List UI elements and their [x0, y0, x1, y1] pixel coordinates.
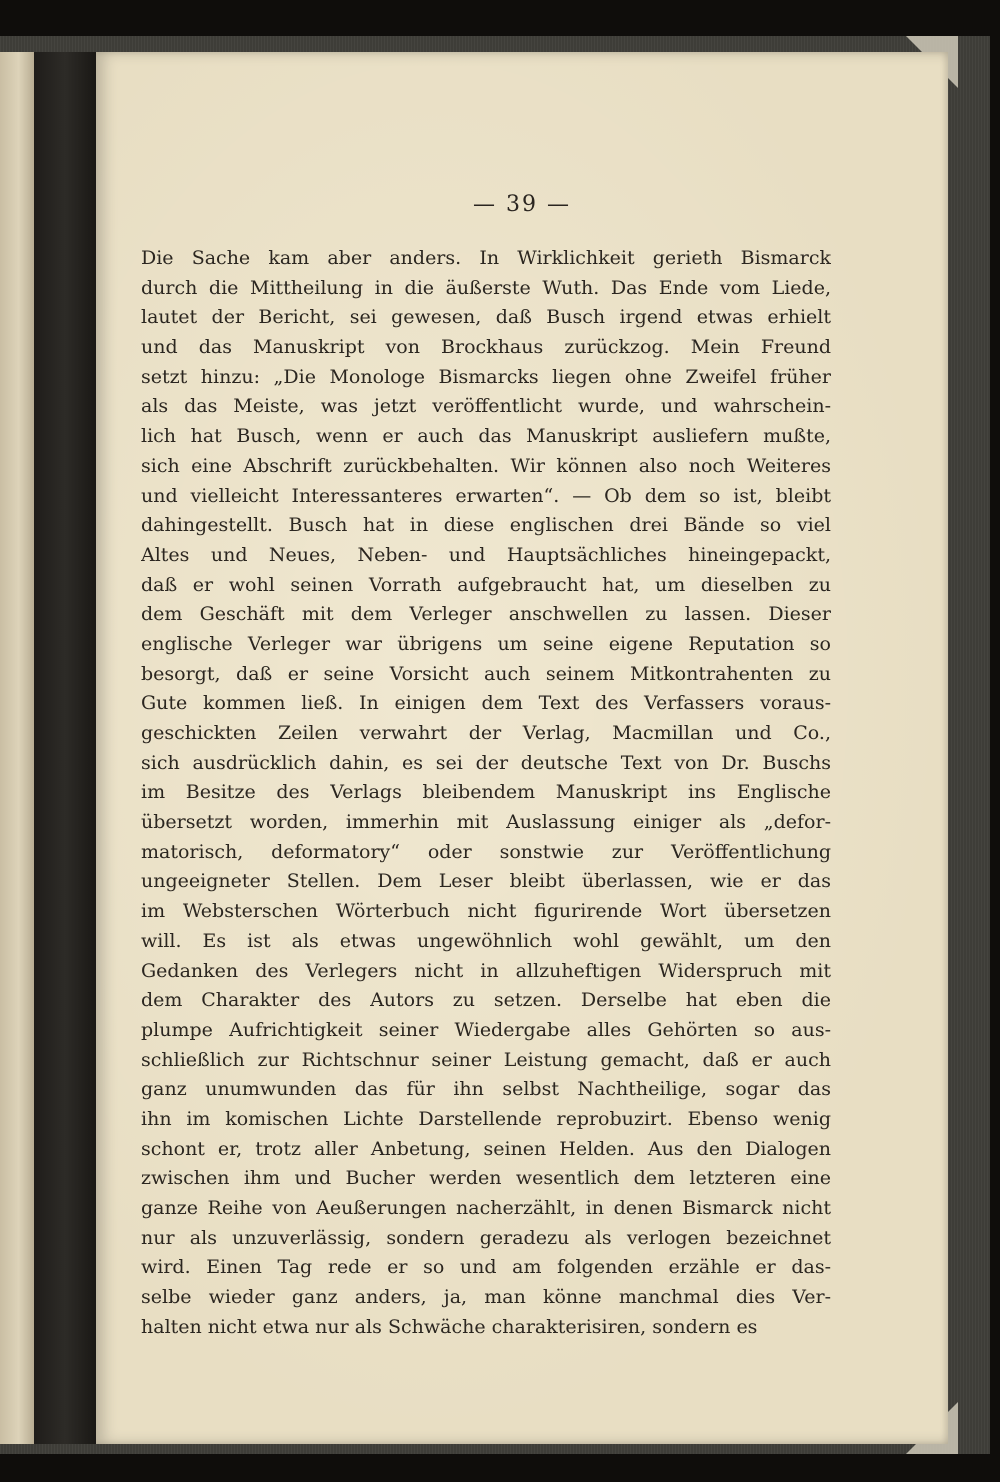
text-line: wird. Einen Tag rede er so und am folgenden erzähle er das-: [141, 1256, 831, 1279]
left-page-edge: [0, 52, 36, 1444]
text-line: schont er, trotz aller Anbetung, seinen Helden. Aus den Dialogen: [141, 1137, 831, 1160]
text-line: daß er wohl seinen Vorrath aufgebraucht hat, um dieselben zu: [141, 573, 831, 596]
text-line: ihn im komischen Lichte Darstellende reprobuzirt. Ebenso wenig: [141, 1107, 831, 1130]
page-text-body: [141, 244, 831, 1342]
text-line: als das Meiste, was jetzt veröffentlicht wurde, und wahrschein-: [141, 395, 831, 418]
text-line: durch die Mittheilung in die äußerste Wuth. Das Ende vom Liede,: [141, 276, 831, 299]
text-line: Gute kommen ließ. In einigen dem Text des Verfassers voraus-: [141, 692, 831, 715]
text-line: matorisch, deformatory“ oder sonstwie zur Veröffentlichung: [141, 840, 831, 863]
text-line: zwischen ihm und Bucher werden wesentlich dem letzteren eine: [141, 1167, 831, 1190]
text-line: ganz unumwunden das für ihn selbst Nachtheilige, sogar das: [141, 1078, 831, 1101]
text-line: Die Sache kam aber anders. In Wirklichkeit gerieth Bismarck: [141, 247, 831, 269]
text-line: lich hat Busch, wenn er auch das Manuskript ausliefern mußte,: [141, 425, 831, 448]
text-line: englische Verleger war übrigens um seine eigene Reputation so: [141, 632, 831, 655]
text-line: ungeeigneter Stellen. Dem Leser bleibt überlassen, wie er das: [141, 870, 831, 893]
text-line: nur als unzuverlässig, sondern geradezu als verlogen bezeichnet: [141, 1226, 831, 1249]
text-line: lautet der Bericht, sei gewesen, daß Busch irgend etwas erhielt: [141, 306, 831, 329]
text-line: setzt hinzu: „Die Monologe Bismarcks liegen ohne Zweifel früher: [141, 365, 831, 388]
text-line: dahingestellt. Busch hat in diese englischen drei Bände so viel: [141, 514, 831, 537]
page-number: — 39 —: [473, 192, 571, 217]
text-line: ganze Reihe von Aeußerungen nacherzählt, in denen Bismarck nicht: [141, 1197, 831, 1219]
text-line: sich ausdrücklich dahin, es sei der deutsche Text von Dr. Buschs: [141, 751, 831, 774]
text-line: schließlich zur Richtschnur seiner Leistung gemacht, daß er auch: [141, 1048, 831, 1071]
text-line: halten nicht etwa nur als Schwäche charakterisiren, sondern es: [141, 1315, 758, 1338]
text-line: Gedanken des Verlegers nicht in allzuheftigen Widerspruch mit: [141, 959, 831, 982]
text-line: sich eine Abschrift zurückbehalten. Wir können also noch Weiteres: [141, 454, 831, 477]
book-gutter: [34, 52, 96, 1444]
text-line: geschickten Zeilen verwahrt der Verlag, Macmillan und Co.,: [141, 722, 831, 744]
text-line: dem Charakter des Autors zu setzen. Derselbe hat eben die: [141, 989, 831, 1012]
text-line: besorgt, daß er seine Vorsicht auch seinem Mitkontrahenten zu: [141, 662, 831, 685]
text-line: im Websterschen Wörterbuch nicht figurirende Wort übersetzen: [141, 900, 831, 923]
text-line: dem Geschäft mit dem Verleger anschwellen zu lassen. Dieser: [141, 603, 831, 626]
text-line: im Besitze des Verlags bleibendem Manuskript ins Englische: [141, 781, 831, 804]
text-line: und vielleicht Interessanteres erwarten“. — Ob dem so ist, bleibt: [141, 484, 831, 507]
book-page: [96, 52, 948, 1444]
text-line: Altes und Neues, Neben- und Hauptsächliches hineingepackt,: [141, 543, 831, 566]
text-line: will. Es ist als etwas ungewöhnlich wohl gewählt, um den: [141, 929, 831, 952]
text-line: plumpe Aufrichtigkeit seiner Wiedergabe alles Gehörten so aus-: [141, 1018, 831, 1041]
text-line: selbe wieder ganz anders, ja, man könne manchmal dies Ver-: [141, 1286, 831, 1309]
text-line: und das Manuskript von Brockhaus zurückzog. Mein Freund: [141, 336, 831, 359]
text-line: übersetzt worden, immerhin mit Auslassung einiger als „defor-: [141, 811, 831, 834]
